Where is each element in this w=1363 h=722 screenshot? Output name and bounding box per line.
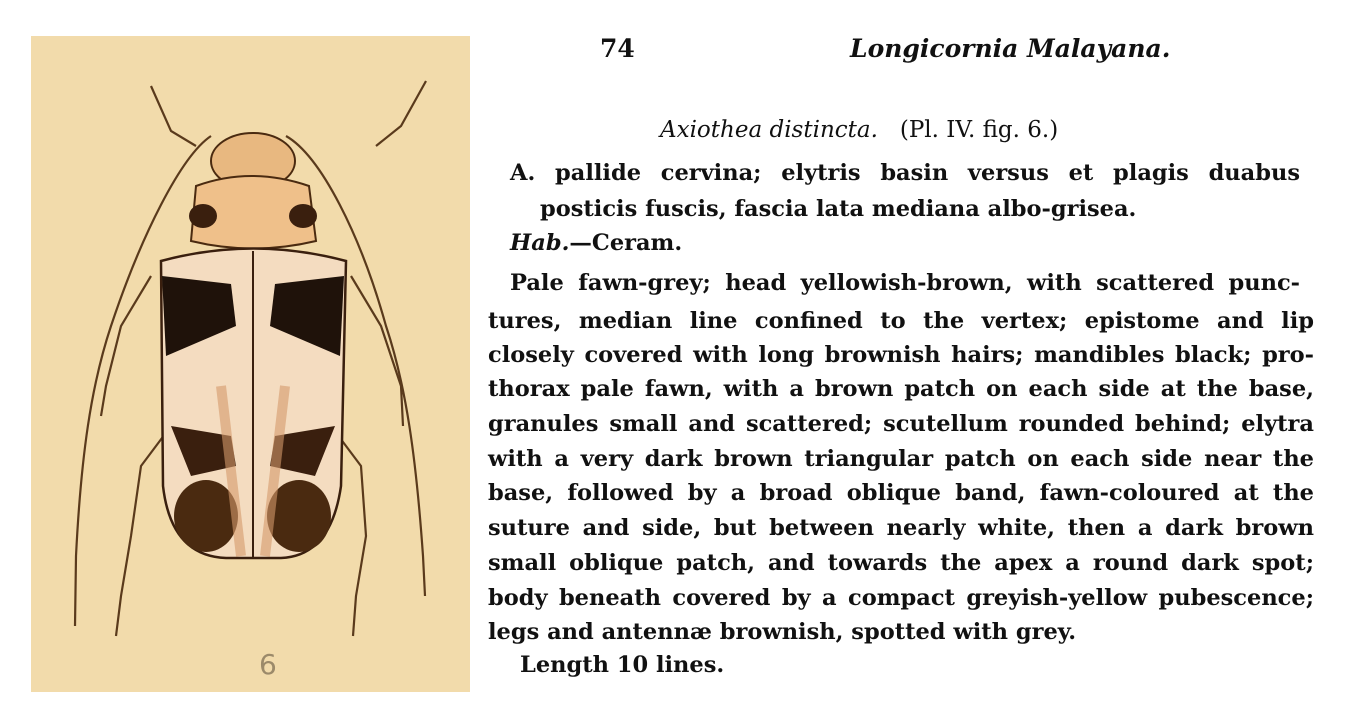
description-line: small oblique patch, and towards the apex a round dark spot; [488,550,1314,576]
description-line: closely covered with long brownish hairs; mandibles black; pro- [488,342,1314,368]
beetle-plate [31,36,470,692]
description-line: Pale fawn-grey; head yellowish-brown, with scattered punc- [510,270,1300,296]
beetle-illustration [31,36,470,692]
species-name: Axiothea distincta. [660,117,878,143]
description-line: with a very dark brown triangular patch on each side near the [488,446,1314,472]
description-line: body beneath covered by a compact greyish-yellow pubescence; [488,585,1314,611]
page-number: 74 [600,34,635,63]
diagnosis-line-2: posticis fuscis, fascia lata mediana albo-grisea. [540,196,1137,222]
description-line: granules small and scattered; scutellum rounded behind; elytra [488,411,1314,437]
habitat-label: Hab. [510,230,570,256]
figure-number: 6 [259,648,277,681]
description-line: tures, median line confined to the vertex; epistome and lip [488,308,1314,334]
description-line: base, followed by a broad oblique band, fawn-coloured at the [488,480,1314,506]
description-line: thorax pale fawn, with a brown patch on each side at the base, [488,376,1314,402]
description-line: legs and antennæ brownish, spotted with grey. [488,619,1077,645]
plate-reference: (Pl. IV. fig. 6.) [899,117,1059,143]
habitat-value: —Ceram. [569,230,683,256]
diagnosis-line-1: A. pallide cervina; elytris basin versus et plagis duabus [510,160,1300,186]
species-heading [660,117,1058,143]
habitat [510,230,682,256]
length-note: Length 10 lines. [520,652,725,678]
running-title: Longicornia Malayana. [850,34,1171,63]
description-line: suture and side, but between nearly white, then a dark brown [488,515,1314,541]
